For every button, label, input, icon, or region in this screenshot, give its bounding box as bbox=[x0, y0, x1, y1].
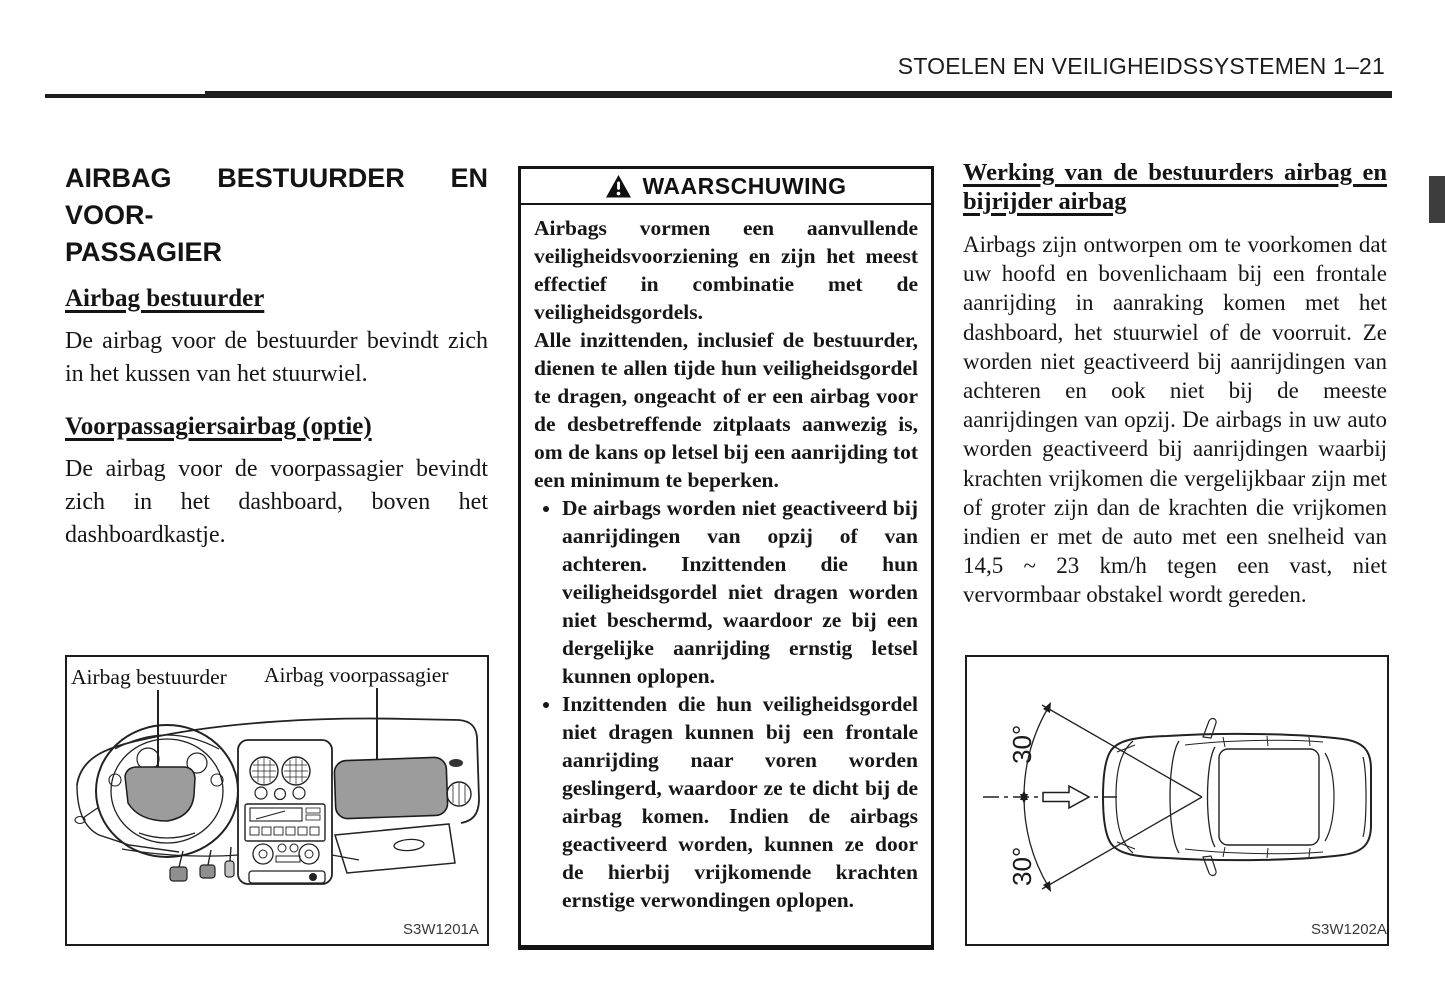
car-top-view bbox=[1103, 719, 1371, 876]
operation-paragraph: Airbags zijn ontworpen om te voorkomen dat uw hoofd en bovenlichaam bij een frontale aanrijding in aanraking komen met het dashboard, het stuurwiel of de voorruit. Ze worden niet geactiveerd bij aanrijdingen van achteren en ook niet bij de meeste aanrijdingen van opzij. De airbags in uw auto worden geactiveerd bij aanrijdingen waarbij krachten vrijkomen die vergelijkbaar zijn met of groter zijn dan de krachten die vrijkomen indien er met de auto met een snelheid van 14,5 ~ 23 km/h tegen een vast, niet vervormbaar obstakel wordt gereden. bbox=[963, 232, 1387, 608]
operation-heading bbox=[963, 158, 1387, 216]
impact-angle-figure bbox=[965, 655, 1389, 946]
figure-label-passenger-airbag: Airbag voorpassagier bbox=[264, 663, 449, 687]
impact-direction-arrow bbox=[1043, 786, 1089, 808]
side-vent bbox=[447, 759, 471, 806]
roof-panel bbox=[1219, 749, 1319, 845]
angle-label-upper: 30° bbox=[1007, 724, 1037, 764]
impact-angle-illustration bbox=[967, 657, 1387, 944]
subheading-passenger-airbag: Voorpassagiersairbag (optie) bbox=[65, 413, 372, 440]
door-lock-detail bbox=[449, 759, 463, 767]
angle-label-lower: 30° bbox=[1007, 846, 1037, 886]
glovebox bbox=[335, 824, 455, 873]
operation-heading-line1: Werking van de bestuurders airbag en bbox=[963, 159, 1387, 186]
cigarette-lighter bbox=[309, 873, 317, 881]
section-heading bbox=[65, 160, 488, 271]
section-heading-line1: AIRBAG BESTUURDER EN VOOR- bbox=[65, 163, 488, 230]
passenger-airbag-panel bbox=[334, 757, 448, 819]
figure-code-left: S3W1201A bbox=[403, 921, 479, 938]
page-header-title: STOELEN EN VEILIGHEIDSSYSTEMEN 1–21 bbox=[897, 53, 1385, 79]
warning-box-body bbox=[521, 205, 931, 914]
passenger-airbag-paragraph: De airbag voor de voorpassagier bevindt zich in het dashboard, boven het dashboardkastje. bbox=[65, 456, 488, 548]
headlight-lines bbox=[1117, 745, 1135, 849]
warning-bullet-2: • Inzittenden die hun veiligheidsgordel niet dragen kunnen bij een frontale aanrijding naar voren worden geslingerd, waardoor ze te dicht bij de airbag komen. Indien de airbags geactiveerd worden, kunnen ze door de hierbij vrijkomende krachten ernstige verwondingen oplopen. bbox=[562, 690, 918, 914]
operation-heading-line2: bijrijder airbag bbox=[963, 188, 1127, 215]
warning-triangle-icon bbox=[605, 174, 632, 199]
pedals bbox=[170, 847, 234, 881]
right-column bbox=[963, 158, 1387, 610]
air-vent-left bbox=[250, 757, 278, 785]
warning-bullet-list bbox=[534, 494, 918, 914]
warning-paragraph-2: Alle inzittenden, inclusief de bestuurder, dienen te allen tijde hun veiligheidsgordel te dragen, ongeacht of er een airbag voor de desbetreffende zitplaats aanwezig is, om de kans op letsel bij een aanrijding tot een minimum te beperken. bbox=[534, 328, 918, 492]
figure-label-driver-airbag: Airbag bestuurder bbox=[71, 665, 227, 689]
accelerator-pedal bbox=[225, 861, 234, 877]
driver-airbag-figure bbox=[65, 655, 489, 946]
section-heading-line2: PASSAGIER bbox=[65, 237, 223, 267]
header-rule-step bbox=[45, 89, 205, 94]
windshield-base bbox=[1170, 741, 1179, 853]
dashboard-illustration bbox=[67, 657, 487, 944]
climate-controls bbox=[253, 844, 319, 864]
rear-bumper-line bbox=[1363, 757, 1366, 837]
air-vent-right bbox=[282, 757, 310, 785]
header-rule bbox=[45, 91, 1392, 98]
center-console bbox=[238, 740, 332, 884]
steering-wheel bbox=[75, 725, 238, 857]
chapter-index-tab bbox=[1429, 176, 1445, 223]
warning-box bbox=[518, 166, 934, 950]
radio-unit bbox=[245, 804, 325, 841]
warning-paragraph-1: Airbags vormen een aanvullende veiligheidsvoorziening en zijn het meest effectief in combinatie met de veiligheidsgordels. bbox=[534, 216, 918, 324]
subheading-driver-airbag: Airbag bestuurder bbox=[65, 285, 265, 312]
warning-box-header bbox=[521, 169, 931, 205]
driver-airbag-paragraph: De airbag voor de bestuurder bevindt zich in het kussen van het stuurwiel. bbox=[65, 328, 488, 387]
warning-title: WAARSCHUWING bbox=[642, 172, 847, 199]
front-bumper-line bbox=[1116, 741, 1133, 853]
driver-airbag-pad bbox=[125, 767, 195, 821]
brake-pedal bbox=[200, 865, 215, 878]
windshield-top bbox=[1208, 747, 1216, 847]
rear-window bbox=[1325, 753, 1334, 841]
left-column bbox=[65, 160, 488, 552]
clutch-pedal bbox=[170, 867, 187, 881]
figure-code-right: S3W1202A bbox=[1311, 921, 1387, 938]
warning-bullet-1: • De airbags worden niet geactiveerd bij aanrijdingen van opzij of van achteren. Inzittenden die hun veiligheidsgordel niet dragen worden niet beschermd, waardoor ze bij een dergelijke aanrijding ernstig letsel kunnen oplopen. bbox=[562, 494, 918, 690]
